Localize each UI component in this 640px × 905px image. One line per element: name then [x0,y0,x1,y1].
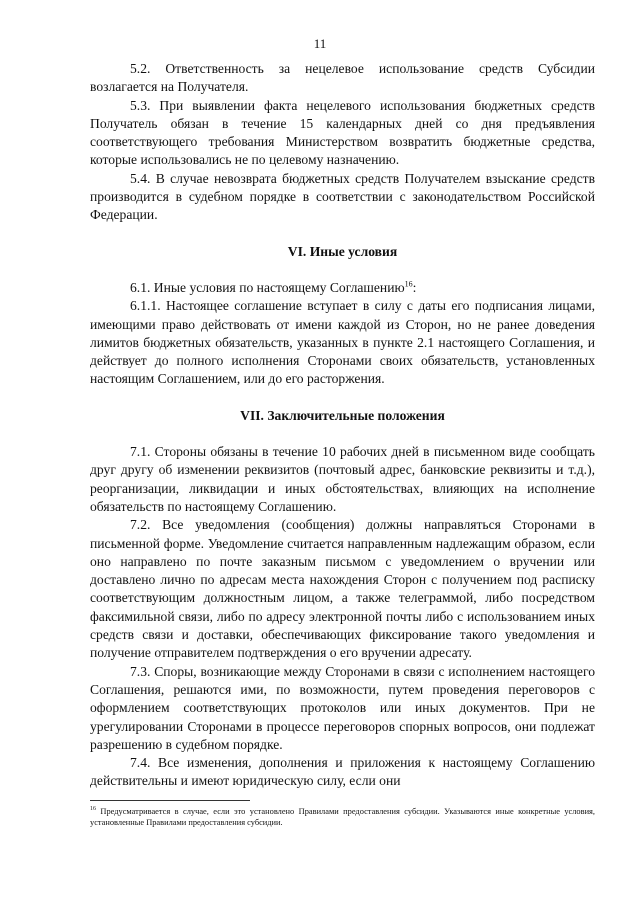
paragraph-7-2: 7.2. Все уведомления (сообщения) должны направляться Сторонами в письменной форме. Уведомление считается направленным надлежащим образом, если оно направлено по почте заказным письмом с уведомлением о вручении или доставлено лично по адресам места нахождения Сторон с получением под расписку соответствующим должностным лицом, а также телеграммой, либо посредством факсимильной связи, либо по адресу электронной почты либо с использованием иных средств связи и доставки, обеспечивающих фиксирование такого уведомления и получение отправителем подтверждения о его вручении адресату. [90,517,595,661]
footnote-text: Предусматривается в случае, если это установлено Правилами предоставления субсидии. Указываются иные конкретные условия, установленные Правилами предоставления субсидии. [90,807,595,827]
section-heading-7: VII. Заключительные положения [240,407,445,423]
paragraph-6-1-1: 6.1.1. Настоящее соглашение вступает в силу с даты его подписания лицами, имеющими право действовать от имени каждой из Сторон, но не ранее доведения лимитов бюджетных обязательств, указанных в пункте 2.1 настоящего Соглашения, и действует до полного исполнения Сторонами своих обязательств, установленных настоящим Соглашением, или до его расторжения. [90,298,595,387]
paragraph-7-4: 7.4. Все изменения, дополнения и приложения к настоящему Соглашению действительны и имеют юридическую силу, если они [90,755,595,789]
footnote-reference: 16 [404,279,413,289]
page-number: 11 [313,36,327,51]
paragraph-7-3: 7.3. Споры, возникающие между Сторонами в связи с исполнением настоящего Соглашения, решаются ими, по возможности, путем проведения переговоров с оформлением соответствующих протоколов или иных документов. При не урегулировании Сторонами в процессе переговоров спорных вопросов, они подлежат разрешению в судебном порядке. [90,663,595,752]
paragraph-6-1-tail: : [412,279,417,295]
paragraph-5-3: 5.3. При выявлении факта нецелевого использования бюджетных средств Получатель обязан в течение 15 календарных дней со дня предъявления соответствующего требования Министерством возвратить бюджетные средства, которые использовались не по целевому назначению. [90,97,595,168]
footnote [90,806,595,828]
paragraph-6-1-text: 6.1. Иные условия по настоящему Соглашению [130,279,405,295]
document-body [90,60,595,791]
footnote-separator [90,800,250,801]
paragraph-5-4: 5.4. В случае невозврата бюджетных средств Получателем взыскание средств производится в судебном порядке в соответствии с законодательством Российской Федерации. [90,170,595,223]
paragraph-5-2: 5.2. Ответственность за нецелевое использование средств Субсидии возлагается на Получателя. [90,61,595,95]
section-heading-6: VI. Иные условия [287,243,398,259]
footnote-mark: 16 [90,806,96,813]
paragraph-6-1 [90,279,595,297]
paragraph-7-1: 7.1. Стороны обязаны в течение 10 рабочих дней в письменном виде сообщать друг другу об изменении реквизитов (почтовый адрес, банковские реквизиты и т.д.), реорганизации, ликвидации и иных обстоятельствах, влияющих на исполнение обязательств по настоящему Соглашению. [90,444,595,514]
